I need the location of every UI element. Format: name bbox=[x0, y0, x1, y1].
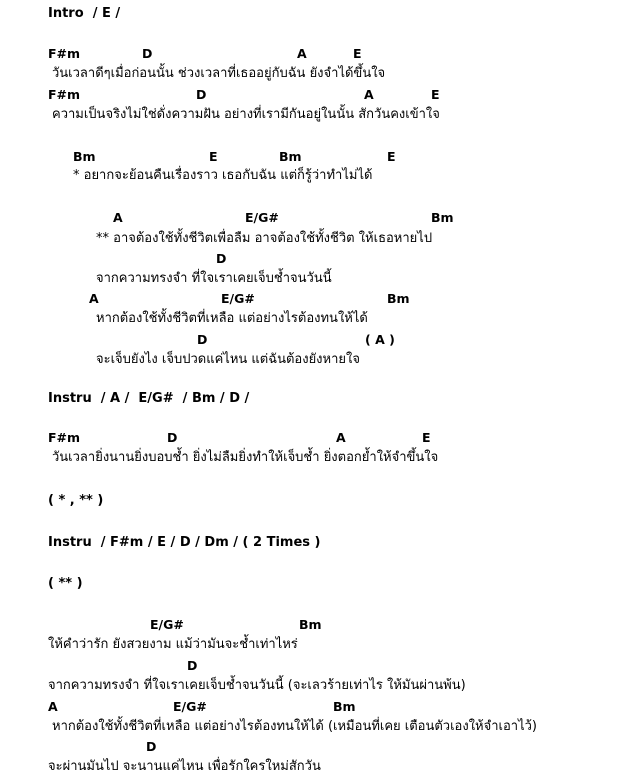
chord-label: E/G# bbox=[221, 291, 255, 306]
lyric-line: หากต้องใช้ทั้งชีวิตที่เหลือ แต่อย่างไรต้องทนให้ได้ bbox=[96, 311, 368, 326]
lyric-line: ** อาจต้องใช้ทั้งชีวิตเพื่อลืม อาจต้องใช้ทั้งชีวิต ให้เธอหายไป bbox=[96, 231, 433, 246]
repeat-marker: ( ** ) bbox=[48, 576, 83, 591]
chord-label: D bbox=[142, 46, 153, 61]
chord-label: Bm bbox=[431, 210, 454, 225]
chord-label: Bm bbox=[299, 617, 322, 632]
lyric-line: หากต้องใช้ทั้งชีวิตที่เหลือ แต่อย่างไรต้องทนให้ได้ (เหมือนที่เคย เตือนตัวเองให้จำเอาไว้) bbox=[52, 719, 537, 734]
chord-label: D bbox=[187, 658, 198, 673]
lyric-line: วันเวลาดีๆเมื่อก่อนนั้น ช่วงเวลาที่เธออยู่กับฉัน ยังจำได้ขึ้นใจ bbox=[52, 66, 386, 81]
chord-label: A bbox=[364, 87, 374, 102]
lyric-line: จากความทรงจำ ที่ใจเราเคยเจ็บช้ำจนวันนี้ bbox=[96, 271, 332, 286]
intro-line: Intro / E / bbox=[48, 6, 121, 21]
chord-label: E bbox=[209, 149, 218, 164]
lyric-line: ให้คำว่ารัก ยังสวยงาม แม้ว่ามันจะช้ำเท่าไหร่ bbox=[48, 637, 298, 652]
chord-label: A bbox=[113, 210, 123, 225]
chord-label: Bm bbox=[333, 699, 356, 714]
chord-label: F#m bbox=[48, 430, 81, 445]
chord-label: ( A ) bbox=[365, 332, 395, 347]
chord-label: Bm bbox=[279, 149, 302, 164]
chord-label: E/G# bbox=[245, 210, 279, 225]
chord-label: E bbox=[387, 149, 396, 164]
chord-label: A bbox=[297, 46, 307, 61]
instrumental-line: Instru / F#m / E / D / Dm / ( 2 Times ) bbox=[48, 535, 321, 550]
repeat-marker: ( * , ** ) bbox=[48, 493, 104, 508]
chord-label: A bbox=[336, 430, 346, 445]
lyric-line: ความเป็นจริงไม่ใช่ดั่งความฝัน อย่างที่เรามีกันอยู่ในนั้น สักวันคงเข้าใจ bbox=[52, 107, 440, 122]
lyric-line: จะเจ็บยังไง เจ็บปวดแค่ไหน แต่ฉันต้องยังหายใจ bbox=[96, 352, 360, 367]
chord-label: D bbox=[197, 332, 208, 347]
chord-label: Bm bbox=[387, 291, 410, 306]
instrumental-line: Instru / A / E/G# / Bm / D / bbox=[48, 391, 250, 406]
chord-label: E/G# bbox=[173, 699, 207, 714]
chord-label: F#m bbox=[48, 46, 81, 61]
chord-label: D bbox=[167, 430, 178, 445]
lyric-line: จะผ่านมันไป จะนานแค่ไหน เพื่อรักใครใหม่สักวัน bbox=[48, 759, 321, 774]
chord-label: D bbox=[196, 87, 207, 102]
chord-label: E bbox=[422, 430, 431, 445]
lyric-line: * อยากจะย้อนคืนเรื่องราว เธอกับฉัน แต่ก็รู้ว่าทำไม่ได้ bbox=[73, 168, 373, 183]
chord-label: D bbox=[146, 739, 157, 754]
lyric-line: วันเวลายิ่งนานยิ่งบอบช้ำ ยิ่งไม่ลืมยิ่งทำให้เจ็บช้ำ ยิ่งตอกย้ำให้จำขึ้นใจ bbox=[52, 450, 439, 465]
chord-label: E/G# bbox=[150, 617, 184, 632]
chord-label: E bbox=[431, 87, 440, 102]
chord-label: F#m bbox=[48, 87, 81, 102]
chord-label: D bbox=[216, 251, 227, 266]
lyric-line: จากความทรงจำ ที่ใจเราเคยเจ็บช้ำจนวันนี้ (จะเลวร้ายเท่าไร ให้มันผ่านพ้น) bbox=[48, 678, 466, 693]
chord-label: Bm bbox=[73, 149, 96, 164]
chord-label: A bbox=[48, 699, 58, 714]
chord-label: A bbox=[89, 291, 99, 306]
chord-label: E bbox=[353, 46, 362, 61]
